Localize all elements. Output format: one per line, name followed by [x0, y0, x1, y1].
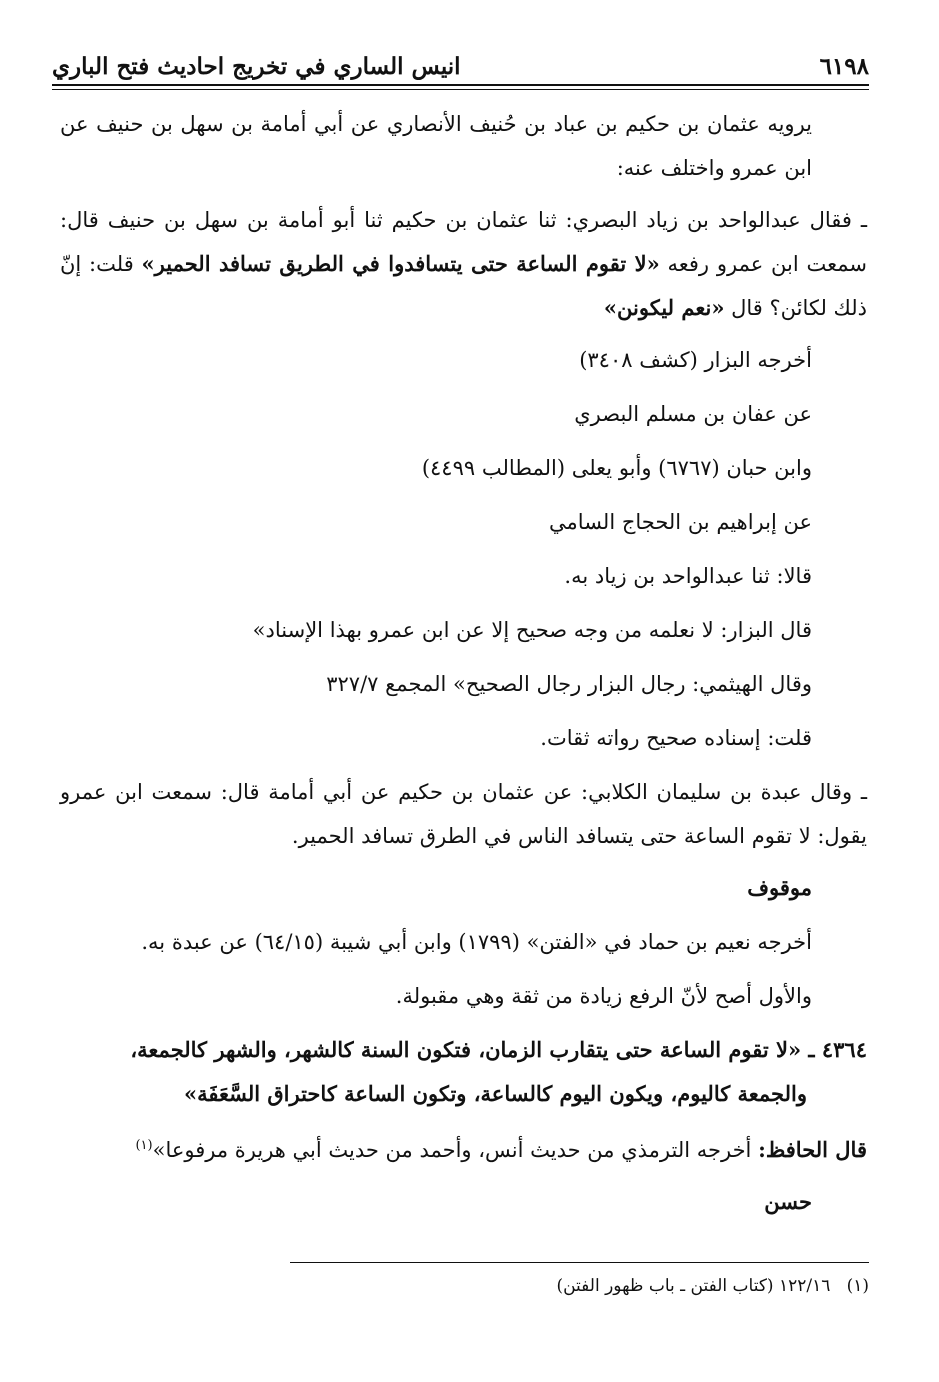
header-rule — [52, 84, 869, 86]
footnote-text: ١٢٢/١٦ (كتاب الفتن ـ باب ظهور الفتن) — [556, 1276, 831, 1296]
hadith-quote: «لا تقوم الساعة حتى يتسافدوا في الطريق تسافد الحمير» — [141, 251, 660, 276]
line: عن إبراهيم بن الحجاج السامي — [549, 510, 812, 534]
footnote-number: (١) — [846, 1276, 869, 1296]
book-title: انيس الساري في تخريج احاديث فتح الباري — [52, 53, 461, 80]
hadith-text-2: والجمعة كاليوم، ويكون اليوم كالساعة، وتكون الساعة كاحتراق السَّعَفَة» — [183, 1081, 807, 1106]
line: قال البزار: لا نعلمه من وجه صحيح إلا عن ابن عمرو بهذا الإسناد» — [252, 618, 812, 642]
hafiz-label: قال الحافظ: — [758, 1137, 867, 1162]
narration-paragraph — [60, 198, 867, 330]
narration-text-2: قلت: إنّ ذلك لكائن؟ قال — [60, 252, 867, 320]
page-number: ٦١٩٨ — [819, 53, 869, 80]
intro-paragraph: يرويه عثمان بن حكيم بن عباد بن حُنيف الأنصاري عن أبي أمامة بن سهل بن حنيف عن ابن عمرو واختلف عنه: — [60, 112, 812, 180]
line: وابن حبان (٦٧٦٧) وأبو يعلى (المطالب ٤٤٩٩) — [421, 456, 812, 480]
hadith-answer: «نعم ليكونن» — [603, 295, 725, 320]
line: أخرجه نعيم بن حماد في «الفتن» (١٧٩٩) وابن أبي شيبة (٦٤/١٥) عن عبدة به. — [141, 930, 812, 954]
header-rule-thin — [52, 89, 869, 90]
footnote-ref: (١) — [135, 1138, 153, 1153]
hafiz-text: أخرجه الترمذي من حديث أنس، وأحمد من حديث أبي هريرة مرفوعا» — [152, 1138, 759, 1162]
hadith-number: ٤٣٦٤ — [821, 1037, 867, 1062]
footnote-rule — [290, 1262, 869, 1263]
line: والأول أصح لأنّ الرفع زيادة من ثقة وهي مقبولة. — [395, 984, 812, 1008]
hafiz-paragraph — [60, 1124, 867, 1172]
hadith-text-1: ـ «لا تقوم الساعة حتى يتقارب الزمان، فتكون السنة كالشهر، والشهر كالجمعة، — [130, 1037, 815, 1062]
line: أخرجه البزار (كشف ٣٤٠٨) — [579, 348, 812, 372]
footnote — [556, 1276, 869, 1296]
narration-text: ـ فقال عبدالواحد بن زياد البصري: ثنا عثمان بن حكيم ثنا أبو أمامة بن سهل بن حنيف قال: سمعت ابن عمرو رفعه — [60, 208, 868, 276]
mawquf-paragraph: ـ وقال عبدة بن سليمان الكلابي: عن عثمان بن حكيم عن أبي أمامة قال: سمعت ابن عمرو يقول: لا تقوم الساعة حتى يتسافد الناس في الطرق تسافد الحمير. — [60, 780, 867, 848]
hadith-entry — [60, 1028, 867, 1116]
line: وقال الهيثمي: رجال البزار رجال الصحيح» المجمع ٣٢٧/٧ — [326, 672, 812, 696]
line: عن عفان بن مسلم البصري — [574, 402, 812, 426]
page-body — [60, 102, 867, 1234]
running-header — [52, 36, 869, 80]
line: قلت: إسناده صحيح رواته ثقات. — [540, 726, 812, 750]
line: قالا: ثنا عبدالواحد بن زياد به. — [564, 564, 812, 588]
final-grade: حسن — [764, 1189, 812, 1214]
grade-label: موقوف — [747, 875, 812, 900]
